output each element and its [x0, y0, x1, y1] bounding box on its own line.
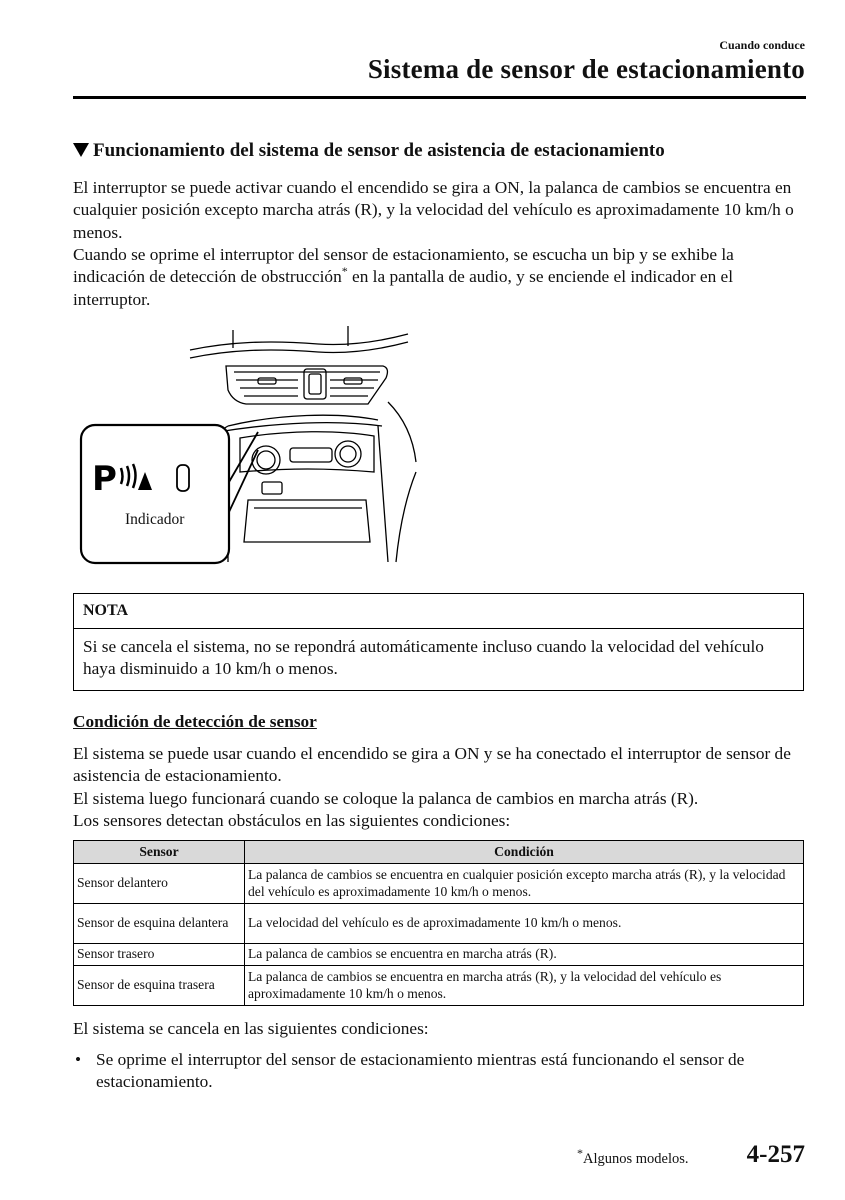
note-box: [73, 593, 804, 691]
intro-paragraph-1: El interruptor se puede activar cuando el encendido se gira a ON, la palanca de cambios se encuentra en cualquier posición excepto marcha atrás (R), y la velocidad del vehículo es aproximadamente 10 km/h o menos.: [73, 178, 794, 242]
note-text: Si se cancela el sistema, no se repondrá automáticamente incluso cuando la velocidad del vehículo haya disminuido a 10 km/h o menos.: [83, 637, 764, 679]
page-number: 4-257: [746, 1141, 805, 1168]
chapter-label: Cuando conduce: [719, 38, 805, 52]
svg-text:P: P: [92, 459, 117, 499]
table-row: [74, 864, 804, 904]
table-header-condition: Condición: [245, 841, 804, 864]
table-header-sensor: Sensor: [74, 841, 245, 864]
footnote-text: Algunos modelos.: [583, 1151, 689, 1167]
table-row: [74, 966, 804, 1006]
section-heading: [73, 140, 665, 162]
intro-paragraph-2-start: Cuando se oprime el interruptor del sensor de estacionamiento, se escucha un bip y se exhibe la indicación de detección de obstrucción: [73, 245, 734, 287]
detection-text-2: El sistema luego funcionará cuando se coloque la palanca de cambios en marcha atrás (R).: [73, 789, 699, 808]
asterisk-mark: *: [341, 264, 348, 279]
table-cell-sensor: Sensor delantero: [74, 864, 245, 904]
table-cell-sensor: Sensor trasero: [74, 944, 245, 966]
dashboard-figure: [78, 322, 418, 570]
bullet-icon: •: [75, 1050, 82, 1069]
table-cell-sensor: Sensor de esquina delantera: [74, 904, 245, 944]
header-rule: [73, 96, 806, 99]
section-heading-text: Funcionamiento del sistema de sensor de asistencia de estacionamiento: [93, 140, 665, 161]
table-cell-condition: La palanca de cambios se encuentra en marcha atrás (R).: [245, 944, 804, 966]
note-heading: NOTA: [74, 594, 803, 629]
detection-text-3: Los sensores detectan obstáculos en las siguientes condiciones:: [73, 811, 511, 830]
cancel-intro: El sistema se cancela en las siguientes condiciones:: [73, 1019, 429, 1038]
table-row: [74, 904, 804, 944]
table-cell-condition: La palanca de cambios se encuentra en cualquier posición excepto marcha atrás (R), y la velocidad del vehículo es aproximadamente 10 km/h o menos.: [245, 864, 804, 904]
intro-paragraph-2-end: en la pantalla de audio, y se enciende el indicador en el interruptor.: [73, 267, 734, 309]
dashboard-illustration: [78, 322, 418, 570]
page-title: Sistema de sensor de estacionamiento: [367, 54, 805, 84]
list-item-text: Se oprime el interruptor del sensor de estacionamiento mientras está funcionando el sensor de estacionamiento.: [96, 1050, 745, 1092]
list-item: [73, 1049, 806, 1094]
detection-subheading: Condición de detección de sensor: [73, 712, 317, 731]
table-header-row: [74, 841, 804, 864]
table-cell-condition: La palanca de cambios se encuentra en marcha atrás (R), y la velocidad del vehículo es aproximadamente 10 km/h o menos.: [245, 966, 804, 1006]
table-row: [74, 944, 804, 966]
table-cell-condition: La velocidad del vehículo es de aproximadamente 10 km/h o menos.: [245, 904, 804, 944]
sensor-condition-table: [73, 840, 804, 1006]
table-cell-sensor: Sensor de esquina trasera: [74, 966, 245, 1006]
intro-paragraph-2: [73, 244, 806, 311]
footnote-asterisk: *: [577, 1146, 583, 1161]
triangle-down-icon: [73, 143, 89, 157]
detection-text-1: El sistema se puede usar cuando el encendido se gira a ON y se ha conectado el interruptor de sensor de asistencia de estacionamiento.: [73, 744, 791, 786]
indicator-label: Indicador: [125, 511, 185, 528]
footnote: [577, 1146, 689, 1168]
